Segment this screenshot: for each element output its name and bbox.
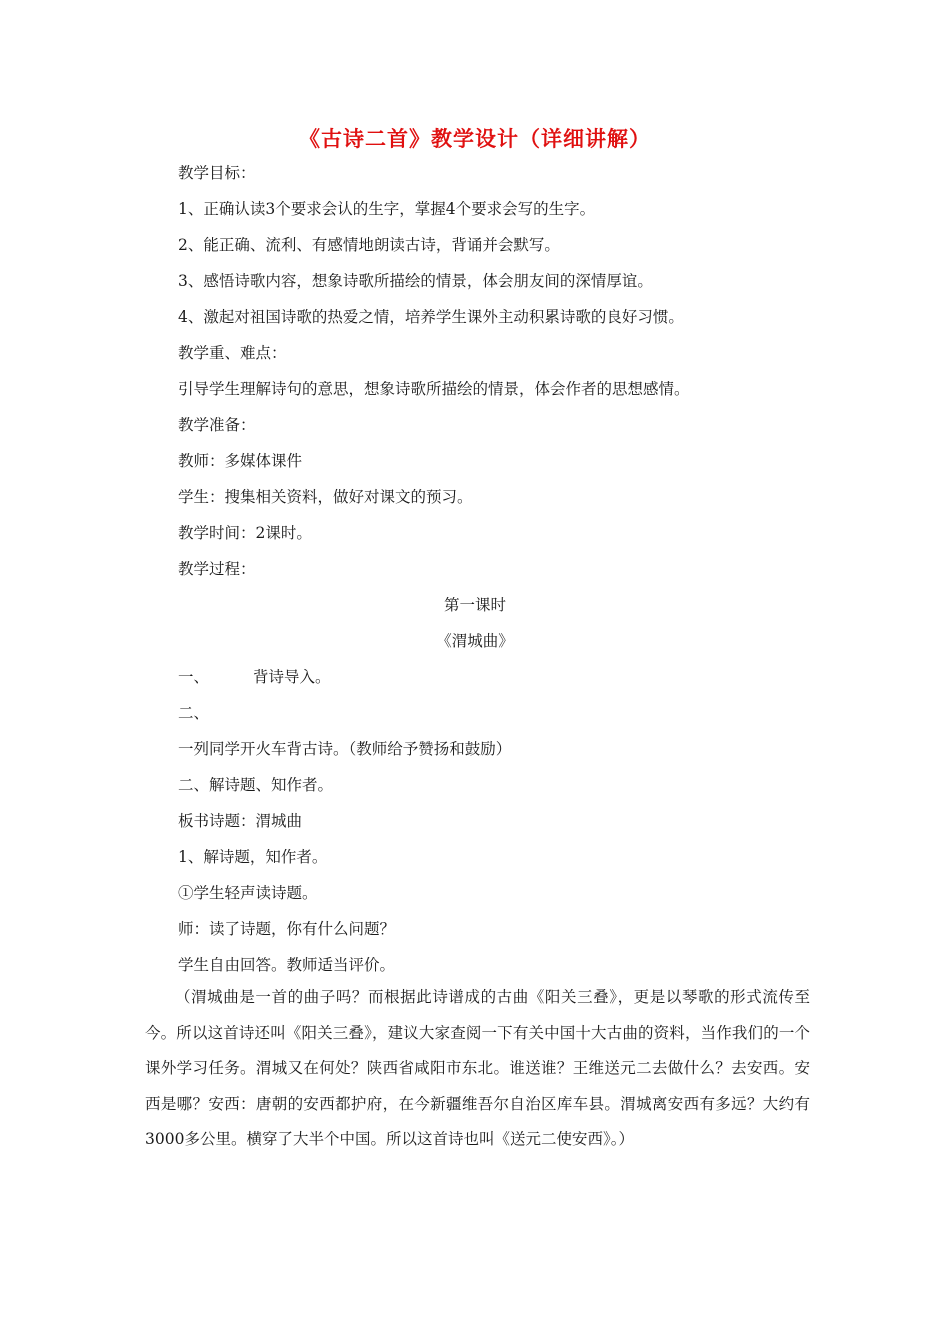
explanation-paragraph: （渭城曲是一首的曲子吗？而根据此诗谱成的古曲《阳关三叠》，更是以琴歌的形式流传至今。所以这首诗还叫《阳关三叠》，建议大家查阅一下有关中国十大古曲的资料，当作我们的一个课外学习任务。渭城又在何处？陕西省咸阳市东北。谁送谁？王维送元二去做什么？去安西。安西是哪？安西：唐朝的安西都护府，在今新疆维吾尔自治区库车县。渭城离安西有多远？大约有3000多公里。横穿了大半个中国。所以这首诗也叫《送元二使安西》。） — [145, 988, 810, 1148]
step-two-marker: 二、 — [178, 704, 210, 722]
board-writing: 板书诗题：渭城曲 — [178, 812, 303, 830]
poem-title: 《渭城曲》 — [436, 632, 514, 650]
session-heading: 第一课时 — [443, 596, 506, 614]
key-points-text: 引导学生理解诗句的意思，想象诗歌所描绘的情景，体会作者的思想感情。 — [178, 380, 690, 398]
teacher-question: 师：读了诗题，你有什么问题？ — [178, 920, 396, 938]
sub-step-one-a: ①学生轻声读诗题。 — [178, 884, 318, 902]
goal-item: 3、感悟诗歌内容，想象诗歌所描绘的情景，体会朋友间的深情厚谊。 — [178, 272, 653, 290]
prep-student: 学生：搜集相关资料，做好对课文的预习。 — [178, 488, 473, 506]
step-one-number: 一、 — [178, 668, 210, 686]
goal-item: 2、能正确、流利、有感情地朗读古诗，背诵并会默写。 — [178, 236, 560, 254]
step-two-heading: 二、解诗题、知作者。 — [178, 776, 334, 794]
document-title: 《古诗二首》教学设计（详细讲解） — [299, 127, 651, 151]
step-one — [178, 667, 331, 687]
prep-teacher: 教师：多媒体课件 — [178, 452, 303, 470]
step-one-text: 背诗导入。 — [253, 668, 331, 686]
student-answer: 学生自由回答。教师适当评价。 — [178, 956, 396, 974]
sub-step-one: 1、解诗题，知作者。 — [178, 848, 328, 866]
goal-item: 4、激起对祖国诗歌的热爱之情，培养学生课外主动积累诗歌的良好习惯。 — [178, 308, 684, 326]
recite-activity: 一列同学开火车背古诗。（教师给予赞扬和鼓励） — [178, 740, 512, 758]
goals-heading: 教学目标： — [178, 164, 256, 182]
process-heading: 教学过程： — [178, 560, 256, 578]
key-points-heading: 教学重、难点： — [178, 344, 287, 362]
teaching-time: 教学时间：2课时。 — [178, 524, 312, 542]
prep-heading: 教学准备： — [178, 416, 256, 434]
goal-item: 1、正确认读3个要求会认的生字，掌握4个要求会写的生字。 — [178, 200, 596, 218]
